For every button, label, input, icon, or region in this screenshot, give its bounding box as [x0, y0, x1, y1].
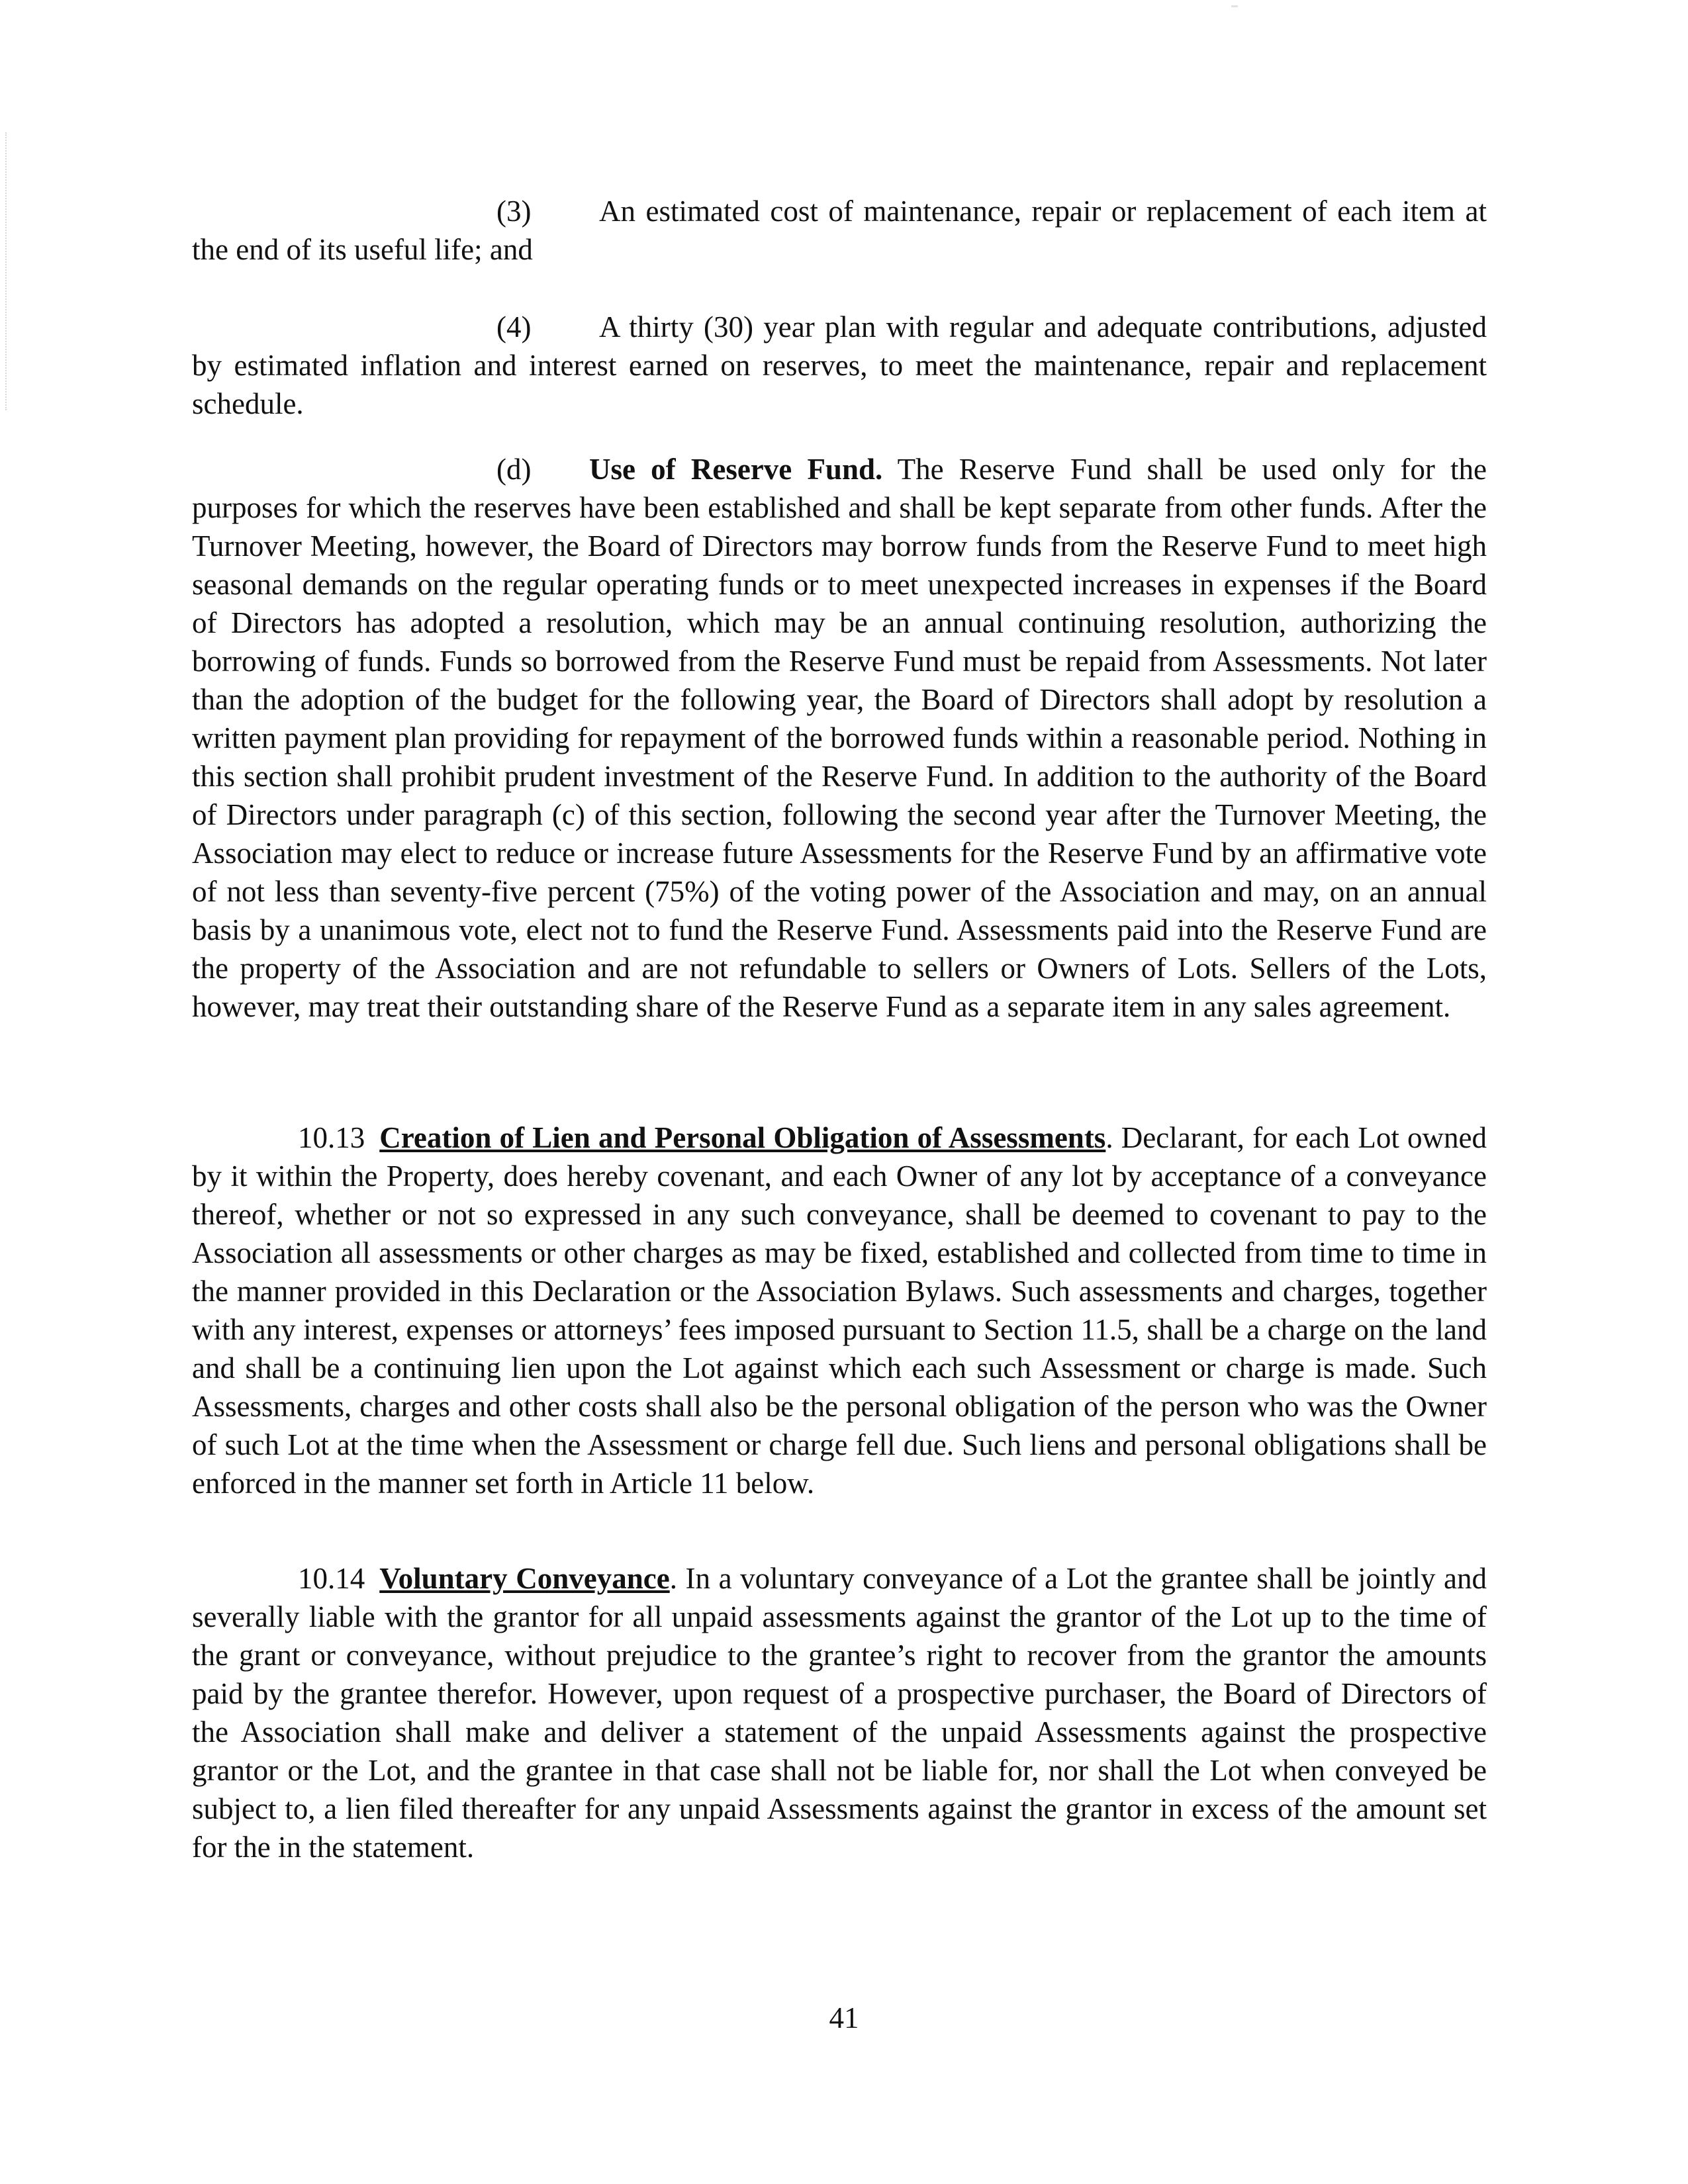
section-heading: Creation of Lien and Personal Obligation of Assessments [379, 1121, 1106, 1154]
paragraph-item-4 [192, 308, 1487, 423]
scan-speck-artifact [1231, 5, 1238, 7]
section-10-14 [192, 1559, 1487, 1866]
item-text: A thirty (30) year plan with regular and adequate contributions, adjusted by estimated inflation and interest earned on reserves, to meet the maintenance, repair and replacement schedule. [192, 310, 1487, 420]
section-heading-period: . [1105, 1121, 1113, 1154]
section-number: 10.14 [298, 1562, 365, 1595]
paragraph-item-3 [192, 192, 1487, 269]
item-number: (4) [496, 310, 532, 343]
item-text: An estimated cost of maintenance, repair or replacement of each item at the end of its useful life; and [192, 195, 1487, 266]
page-number: 41 [829, 2001, 859, 2034]
paragraph-item-d [192, 450, 1487, 1026]
item-text: The Reserve Fund shall be used only for the purposes for which the reserves have been established and shall be kept separate from other funds. After the Turnover Meeting, however, the Board of Directors may borrow funds from the Reserve Fund to meet high seasonal demands on the regular operating funds or to meet unexpected increases in expenses if the Board of Directors has adopted a resolution, which may be an annual continuing resolution, authorizing the borrowing of funds. Funds so borrowed from the Reserve Fund must be repaid from Assessments. Not later than the adoption of the budget for the following year, the Board of Directors shall adopt by resolution a written payment plan providing for repayment of the borrowed funds within a reasonable period. Nothing in this section shall prohibit prudent investment of the Reserve Fund. In addition to the authority of the Board of Directors under paragraph (c) of this section, following the second year after the Turnover Meeting, the Association may elect to reduce or increase future Assessments for the Reserve Fund by an affirmative vote of not less than seventy-five percent (75%) of the voting power of the Association and may, on an annual basis by a unanimous vote, elect not to fund the Reserve Fund. Assessments paid into the Reserve Fund are the property of the Association and are not refundable to sellers or Owners of Lots. Sellers of the Lots, however, may treat their outstanding share of the Reserve Fund as a separate item in any sales agreement. [192, 453, 1487, 1023]
item-heading: Use of Reserve Fund. [589, 453, 883, 486]
section-number: 10.13 [298, 1121, 365, 1154]
section-heading: Voluntary Conveyance [379, 1562, 670, 1595]
item-number: (3) [496, 195, 532, 228]
section-text: Declarant, for each Lot owned by it within the Property, does hereby covenant, and each Owner of any lot by acceptance of a conveyance thereof, whether or not so expressed in any such conveyance, shall be deemed to covenant to pay to the Association all assessments or other charges as may be fixed, established and collected from time to time in the manner provided in this Declaration or the Association Bylaws. Such assessments and charges, together with any interest, expenses or attorneys’ fees imposed pursuant to Section 11.5, shall be a charge on the land and shall be a continuing lien upon the Lot against which each such Assessment or charge is made. Such Assessments, charges and other costs shall also be the personal obligation of the person who was the Owner of such Lot at the time when the Assessment or charge fell due. Such liens and personal obligations shall be enforced in the manner set forth in Article 11 below. [192, 1121, 1487, 1500]
section-heading-period: . [669, 1562, 677, 1595]
section-text: In a voluntary conveyance of a Lot the grantee shall be jointly and severally liable with the grantor for all unpaid assessments against the grantor of the Lot up to the time of the grant or conveyance, without prejudice to the grantee’s right to recover from the grantor the amounts paid by the grantee therefor. However, upon request of a prospective purchaser, the Board of Directors of the Association shall make and deliver a statement of the unpaid Assessments against the prospective grantor or the Lot, and the grantee in that case shall not be liable for, nor shall the Lot when conveyed be subject to, a lien filed thereafter for any unpaid Assessments against the grantor in excess of the amount set for the in the statement. [192, 1562, 1487, 1864]
item-number: (d) [496, 453, 532, 486]
scan-margin-artifact [5, 132, 9, 410]
section-10-13 [192, 1118, 1487, 1502]
